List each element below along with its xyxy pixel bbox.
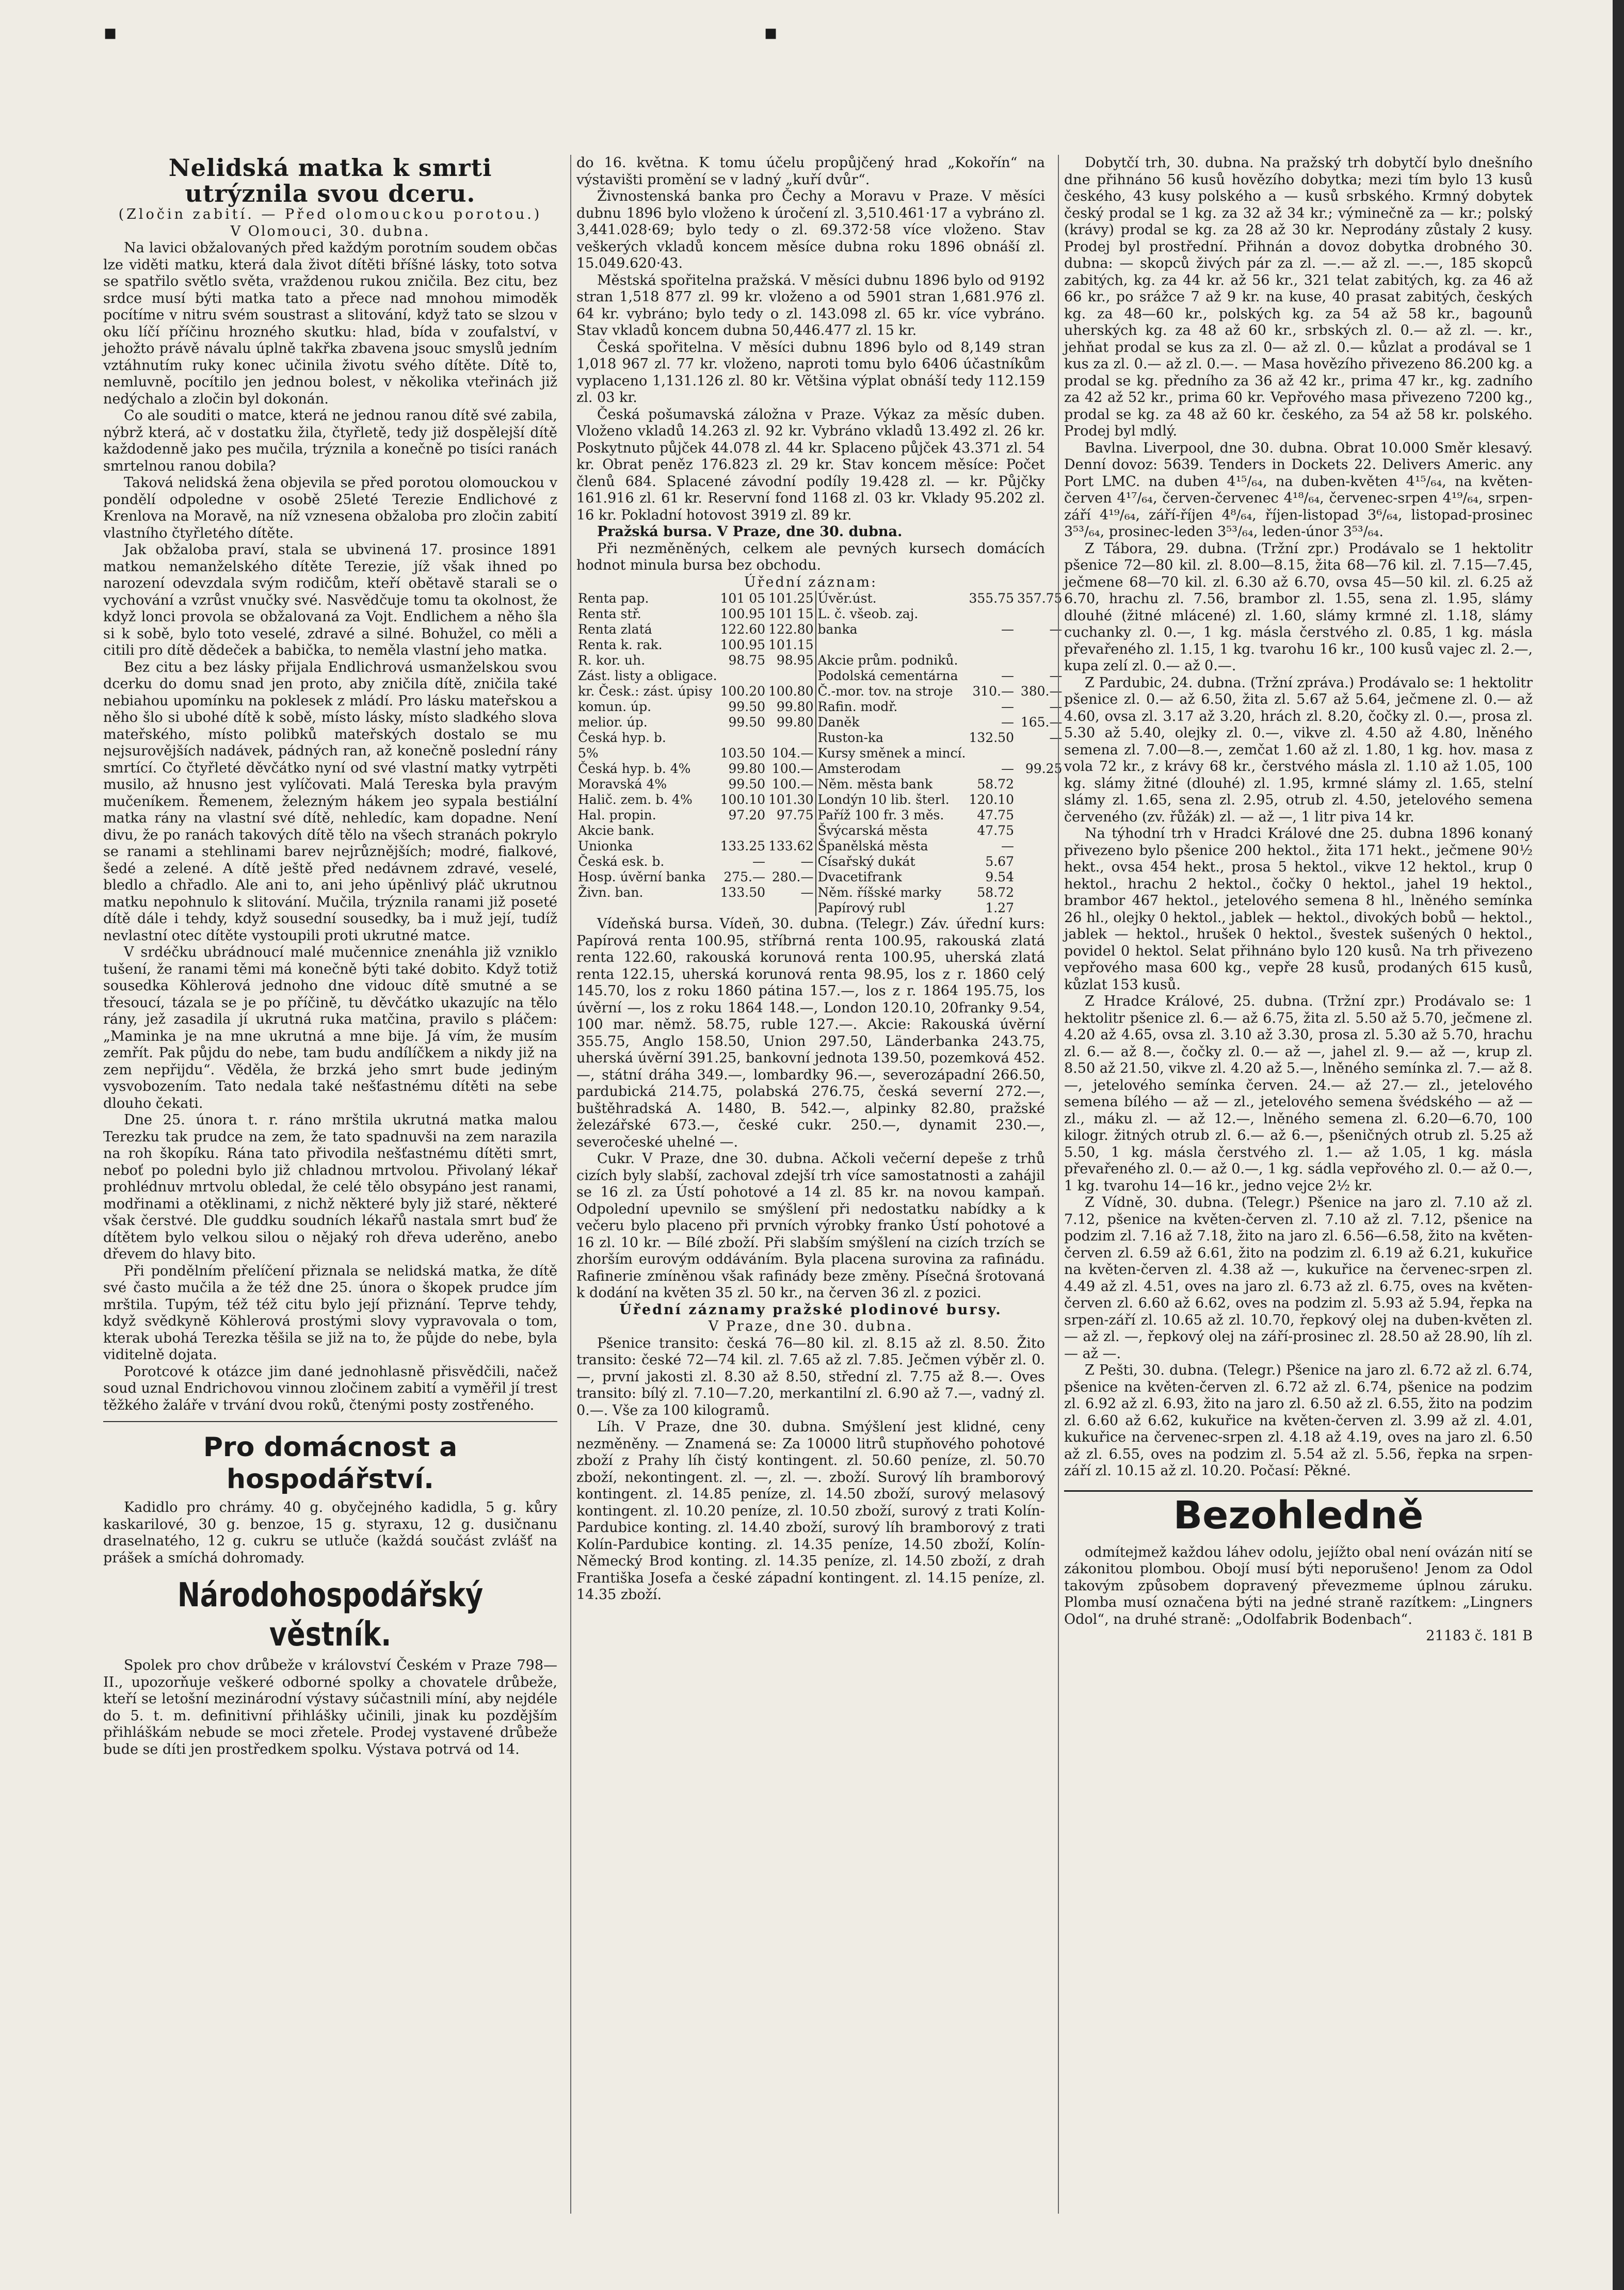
section-title-economy: Národohospodářský věstník. <box>177 1576 484 1654</box>
paragraph: Vídeňská bursa. Vídeň, 30. dubna. (Telegr.) Záv. úřední kurs: Papírová renta 100.95, stříbrná renta 100.95, rakouská zlatá renta 122.60, rakouská korunová renta 100.95, uherská zlatá renta 122.15, uherská korunová renta 98.95, los z r. 1860 celý 145.70, los z roku 1860 pátina 157.—, los z r. 1864 195.75, los úvěrní —, los z roku 1864 148.—, London 120.10, 20franky 9.54, 100 mar. němž. 58.75, ruble 127.—. Akcie: Rakouská úvěrní 355.75, Anglo 158.50, Union 297.50, Länderbanka 243.75, uherská úvěrní 391.25, bankovní jednota 139.50, pozemková 452.—, státní dráha 349.—, lombardky 96.—, severozápadní 266.50, pardubická 214.75, polabská 276.75, česká severní 272.—, buštěhradská A. 1480, B. 542.—, alpinky 82.80, pražské železářské 673.—, české cukr. 250.—, dynamit 230.—, severočeské uhelné —. <box>576 916 1045 1150</box>
bourse-cell: Paříž 100 fr. 3 měs. <box>816 808 968 823</box>
bourse-cell: Podolská cementárna <box>816 668 968 684</box>
paragraph: Při pondělním přelíčení přiznala se nelidská matka, že dítě své často mučila a že též dne 25. února o škopek prudce jím mrštila. Tupým, též též citu bylo její přiznání. Teprve tehdy, když svědkyně Köhlerová prostými slovy vypravovala o tom, kterak ubohá Terezka těšila se již na to, že půjde do nebe, byla viditelně dojata. <box>103 1263 557 1363</box>
article-title: Nelidská matka k smrti utrýznila svou dceru. <box>168 154 492 207</box>
bourse-cell: 357.75 <box>1017 591 1063 606</box>
bourse-heading: Úřední záznam: <box>744 574 878 590</box>
bourse-cell: Česká esk. b. <box>578 854 665 869</box>
bourse-row <box>576 838 1064 854</box>
bourse-cell: Zást. listy a obligace. <box>578 668 717 683</box>
bourse-cell: 100.20 <box>720 684 766 699</box>
bourse-cell: 99.80 <box>776 715 814 730</box>
bourse-cell: R. kor. uh. <box>578 653 646 668</box>
divider <box>103 1421 557 1422</box>
paragraph: V srdéčku ubrádnoucí malé mučennice znenáhla již vzniklo tušení, že ranami těmi má konečně býti také dobito. Když totiž sousedka Köhlerová jednoho dne vidouc dítě smutné a se třesoucí, tázala se je po příčině, tu děvčátko ukazujíc na tělo rány, jež zasadila jí ukrutná ruka matčina, pravilo s pláčem: „Maminka je na mne ukrutná a mne bije. Já vím, že musím zemřít. Pak půjdu do nebe, tam budu andílíčkem a nikdy již na zem nepřijdu“. Věděla, že brzká jeho smrt bude jediným vysvobozením. Tato nedala také nešťastnému dítěti na sebe dlouho čekati. <box>103 944 557 1111</box>
bourse-cell: — <box>1001 715 1014 730</box>
paragraph: Pšenice transito: česká 76—80 kil. zl. 8.15 až zl. 8.50. Žito transito: české 72—74 kil. zl. 7.65 až zl. 7.85. Ječmen výběr zl. 0.—, první jakosti zl. 8.30 až 8.50, střední zl. 7.75 až 8.—. Oves transito: bílý zl. 7.10—7.20, merkantilní zl. 6.90 až 7.—, vadný zl. 0.—. Vše za 100 kilogramů. <box>576 1335 1045 1418</box>
bourse-cell: 58.72 <box>977 777 1014 792</box>
bourse-cell: 101.30 <box>768 792 814 807</box>
paragraph: Co ale souditi o matce, která ne jednou ranou dítě své zabila, nýbrž která, ač v dostatku žila, čtyřletě, tedy již dospělejší dítě každodenně jako pes mučila, trýznila a konečně po tisíci ranách smrtelnou ranou dobila? <box>103 408 557 474</box>
bourse-cell: Něm. říšské marky <box>816 885 968 900</box>
bourse-cell: 101.25 <box>768 591 814 606</box>
bourse-cell: 355.75 <box>969 591 1014 606</box>
bourse-cell: 122.60 <box>720 622 766 637</box>
bourse-cell: — <box>752 854 766 869</box>
paragraph: Taková nelidská žena objevila se před porotou olomouckou v pondělí odpoledne v osobě 25leté Terezie Endlichové z Krenlova na Moravě, na níž vznesena obžaloba pro zločin zabití vlastního čtyřletého dítěte. <box>103 475 557 541</box>
bourse-cell: Něm. města bank <box>816 777 968 792</box>
bourse-cell: 310.— <box>972 684 1014 699</box>
bourse-cell: 99.25 <box>1025 761 1063 776</box>
bourse-cell: Renta stř. <box>578 606 641 621</box>
bourse-cell: 280.— <box>771 869 814 884</box>
bourse-cell: 101 05 <box>720 591 766 606</box>
bourse-cell: 5% <box>578 746 599 761</box>
paragraph: Bavlna. Liverpool, dne 30. dubna. Obrat 10.000 Směr klesavý. Denní dovoz: 5639. Tenders in Dockets 22. Delivers Americ. any Port LMC. na duben 4¹⁵/₆₄, na duben-květen 4¹⁵/₆₄, na květen-červen 4¹⁷/₆₄, červen-červenec 4¹⁸/₆₄, červenec-srpen 4¹⁹/₆₄, srpen-září 4¹⁹/₆₄, září-říjen 4⁸/₆₄, říjen-listopad 3⁶/₆₄, listopad-prosinec 3⁵³/₆₄, prosinec-leden 3⁵³/₆₄, leden-únor 3⁵³/₆₄. <box>1064 440 1533 540</box>
paragraph: Česká pošumavská záložna v Praze. Výkaz za měsíc duben. Vloženo vkladů 14.263 zl. 92 kr. Vybráno vkladů 13.492 zl. 26 kr. Poskytnuto půjček 44.078 zl. 44 kr. Splaceno půjček 43.371 zl. 54 kr. Obrat peněz 176.823 zl. 29 kr. Stav koncem měsíce: Počet členů 684. Splacené závodní podíly 19.428 zl. — kr. Půjčky 161.916 zl. 61 kr. Reservní fond 1168 zl. 03 kr. Vklady 95.202 zl. 16 kr. Pokladní hotovost 3919 zl. 89 kr. <box>576 406 1045 523</box>
bourse-cell: 104.— <box>771 746 814 761</box>
bourse-cell <box>1016 792 1064 808</box>
bourse-cell: 99.80 <box>776 699 814 714</box>
bourse-cell: 5.67 <box>985 854 1014 869</box>
advert-title: Bezohledně <box>1064 1490 1533 1539</box>
bourse-cell: Renta zlatá <box>578 622 652 637</box>
bourse-cell <box>968 653 1016 668</box>
bourse-cell: Česká hyp. b. 4% <box>578 761 691 776</box>
bourse-row <box>576 761 1064 777</box>
bourse-cell <box>1016 637 1064 653</box>
paragraph: do 16. května. K tomu účelu propůjčený hrad „Kokořín“ na výstavišti promění se v ladný „kuří dvůr“. <box>576 155 1045 188</box>
grain-date: V Praze, dne 30. dubna. <box>708 1318 913 1334</box>
bourse-cell <box>719 823 767 838</box>
bourse-cell <box>1016 746 1064 761</box>
bourse-cell <box>1016 653 1064 668</box>
bourse-cell: 101 15 <box>768 606 814 621</box>
bourse-cell: Hosp. úvěrní banka <box>578 869 706 884</box>
bourse-cell: 100.80 <box>768 684 814 699</box>
bourse-cell: Renta pap. <box>578 591 649 606</box>
paragraph: Na týhodní trh v Hradci Králové dne 25. dubna 1896 konaný přivezeno bylo pšenice 200 hektol., žita 171 hekt., ječmene 90½ hekt., ovsa 454 hekt., prosa 5 hektol., vikve 12 hektol., krup 0 hektol., hrachu 2 hektol., čočky 0 hektol., jahel 19 hektol., brambor 467 hektol., jetelového semena 8 hl., lněného semínka 26 hl., olejky 0 hektol., jablek — hektol., divokých bobů — hektol., jablek — hektol., hrušek 0 hektol., švestek sušených 0 hektol., povidel 0 hektol. Selat přihnáno bylo 120 kusů. Na trh přivezeno vepřového masa 600 kg., vepře 28 kusů, prodaných 615 kusů, kůzlat 153 kusů. <box>1064 826 1533 993</box>
bourse-cell: — <box>1001 761 1014 776</box>
bourse-cell: Akcie bank. <box>578 823 655 838</box>
paragraph: Kadidlo pro chrámy. 40 g. obyčejného kadidla, 5 g. kůry kaskarilové, 30 g. benzoe, 15 g. styraxu, 12 g. dusičnanu draselnatého, 12 g. cukru se utluče (každá součást zvlášť na prášek a smíchá dohromady. <box>103 1499 557 1566</box>
bourse-row <box>576 684 1064 699</box>
bourse-row <box>576 792 1064 808</box>
bourse-cell: Rafin. modř. <box>816 699 968 715</box>
bourse-cell: Španělská města <box>816 838 968 854</box>
paragraph: Líh. V Praze, dne 30. dubna. Smýšlení jest klidné, ceny nezměněny. — Znamená se: Za 10000 litrů stupňového pohotové zboží z Prahy líh čistý kontingent. zl. 50.60 peníze, zl. 50.70 zboží, nekontingent. zl. —, zl. —. zboží. Surový líh bramborový kontingent. zl. 14.85 peníze, zl. 14.50 zboží, surový melasový kontingent. zl. 10.20 peníze, zl. 10.50 zboží, surový z trati Kolín-Pardubice konting. zl. 14.40 zboží, surový líh bramborový z trati Kolín-Pardubice konting. zl. 14.35 peníze, 14.50 zboží, Kolín-Německý Brod konting. zl. 14.35 peníze, zl. 14.50 zboží, z drah Františka Josefa a české západní kontingent. zl. 14.15 peníze, zl. 14.35 zboží. <box>576 1419 1045 1603</box>
bourse-cell: — <box>1049 668 1063 683</box>
paragraph: Z Pešti, 30. dubna. (Telegr.) Pšenice na jaro zl. 6.72 až zl. 6.74, pšenice na květen-červen zl. 6.72 až zl. 6.74, pšenice na podzim zl. 6.92 až zl. 6.93, žito na jaro zl. 6.50 až zl. 6.55, žito na podzim zl. 6.60 až 6.62, kukuřice na květen-červen zl. 3.99 až zl. 4.01, kukuřice na červenec-srpen zl. 4.18 až 4.19, oves na jaro zl. 6.50 až zl. 6.55, oves na podzim zl. 5.54 až zl. 5.56, řepka na srpen-září zl. 10.15 až zl. 10.20. Počasí: Pěkné. <box>1064 1362 1533 1479</box>
bourse-cell: 98.75 <box>728 653 766 668</box>
paragraph: Cukr. V Praze, dne 30. dubna. Ačkoli večerní depeše z trhů cizích byly slabší, zachoval zdejší trh více samostatnosti a zahájil se 16 zl. za Ústí pohotové a 14 zl. 85 kr. na novou kampaň. Odpolední upevnilo se smýšlení při nedostatku nabídky a k večeru bylo placeno při prvních výrobky franko Ústí pohotové a 16 zl. 10 kr. — Bílé zboží. Při slabším smýšlení na cizích trzích se zhorším eurovým oddáváním. Byla placena surovina za rafinádu. Rafinerie zmíněnou však rafinády beze změny. Písečná šrotovaná k dodání na květen 35 zl. 50 kr., na červen 36 zl. z pozici. <box>576 1151 1045 1301</box>
bourse-cell: Dvacetifrank <box>816 869 968 885</box>
bourse-cell: Kursy směnek a mincí. <box>816 746 968 761</box>
bourse-cell: komun. úp. <box>578 699 652 714</box>
bourse-cell: banka <box>816 622 968 637</box>
bourse-row <box>576 606 1064 622</box>
bourse-cell: 1.27 <box>985 900 1014 915</box>
bourse-cell: melior. úp. <box>578 715 648 730</box>
bourse-cell: Č.-mor. tov. na stroje <box>816 684 968 699</box>
bourse-cell <box>1016 838 1064 854</box>
bourse-cell <box>816 637 968 653</box>
bourse-cell: Císařský dukát <box>816 854 968 869</box>
paragraph: Živnostenská banka pro Čechy a Moravu v Praze. V měsíci dubnu 1896 bylo vloženo k úročení zl. 3,510.461·17 a vybráno zl. 3,441.028·69; bylo tedy o zl. 69.372·58 více vloženo. Stav veškerých vkladů koncem měsíce dubna roku 1896 obnáší zl. 15.049.620·43. <box>576 188 1045 271</box>
bourse-cell: — <box>800 885 814 900</box>
bourse-cell: 100.95 <box>720 637 766 652</box>
bourse-cell <box>719 900 767 916</box>
bourse-row <box>576 622 1064 637</box>
bourse-cell: 58.72 <box>977 885 1014 900</box>
paragraph: Jak obžaloba praví, stala se ubvinená 17. prosince 1891 matkou nemanželského dítěte Terezie, jíž však ihned po narození odevzdala svým rodičům, kteří obětavě starali se o vychování a vzrůst vnučky své. Nasvědčuje tomu ta okolnost, že když lonci provola se obžalovaná za Vojt. Endlichem a něho šla si k sobě, bylo toto veselé, zdravé a silné. Bohužel, co měli a citili pro dítě dědeček a babička, to neměla vlastní jeho matka. <box>103 542 557 658</box>
bourse-cell: 100.— <box>771 777 814 792</box>
paragraph: Porotcové k otázce jim dané jednohlasně přisvědčili, načež soud uznal Endrichovou vinnou zločinem zabití a vyměřil jí trest těžkého žaláře v trvání dvou roků, čtenými posty zostřeného. <box>103 1363 557 1413</box>
bourse-row <box>576 854 1064 869</box>
bourse-cell: 97.75 <box>776 808 814 823</box>
bourse-cell <box>1016 885 1064 900</box>
bourse-cell <box>1016 777 1064 792</box>
bourse-cell <box>767 823 815 838</box>
paragraph: Česká spořitelna. V měsíci dubnu 1896 bylo od 8,149 stran 1,018 967 zl. 77 kr. vloženo, naproti tomu bylo 6406 účastníkům vyplaceno 1,131.126 zl. 80 kr. Většina výplat obnáší tedy 112.159 zl. 03 kr. <box>576 339 1045 406</box>
paragraph: Dne 25. února t. r. ráno mrštila ukrutná matka malou Terezku tak prudce na zem, že tato spadnuvši na zem narazila na roh škopíku. Rána tato přivodila nešťastnému dítěti smrt, neboť po poledni bylo již chladnou mrtvolou. Přivolaný lékař prohlédnuv mrtvolu obledal, že celé tělo obsypáno jest ranami, modřinami a otěklinami, z nichž některé byly již staré, některé však čerstvé. Dle guddku soudních lékařů nastala smrt buď že dítětem bylo velkou silou o nějaký roh dřeva uderěno, anebo dřevem do hlavy bito. <box>103 1112 557 1262</box>
bourse-cell: — <box>1001 622 1014 637</box>
bourse-row <box>576 637 1064 653</box>
bourse-row <box>576 900 1064 916</box>
bourse-cell: 103.50 <box>720 746 766 761</box>
bourse-cell: Unionka <box>578 838 633 853</box>
paragraph: Na lavici obžalovaných před každým porotním soudem občas lze viděti matku, která dala život dítěti bříšné lásky, toto sotva se spatřilo světlo světa, vraždenou rukou zničila. Bez citu, bez srdce musí býti matka tato a přece nad mnohou mimoděk pocítíme v nitru svém soustrast a slitování, když tato se slzou v oku líčí příčinu hrozného skutku: hlad, bída v zoufalství, v jehožto právě návalu úplně takřka zbavena jsouc smyslů jedním vztáhnutím ruky konec učinila životu svého dítěte. Dítě to, nemluvně, pocítilo jen jednou bolest, v několika vteřinách již nedýchalo a zločin byl dokonán. <box>103 240 557 407</box>
bourse-cell: 380.— <box>1020 684 1063 699</box>
bourse-title: Pražská bursa. V Praze, dne 30. dubna. <box>597 524 903 540</box>
bourse-cell: 100.10 <box>720 792 766 807</box>
bourse-cell <box>1016 606 1064 622</box>
bourse-cell: Živn. ban. <box>578 885 644 900</box>
bourse-cell: 133.62 <box>768 838 814 853</box>
bourse-cell <box>719 668 767 684</box>
bourse-cell: 47.75 <box>977 808 1014 823</box>
bourse-cell: 133.25 <box>720 838 766 853</box>
bourse-row <box>576 777 1064 792</box>
bourse-cell <box>1016 823 1064 838</box>
column-3 <box>1058 155 1533 2214</box>
bourse-cell: Amsterodam <box>816 761 968 777</box>
bourse-cell: 98.95 <box>776 653 814 668</box>
bourse-cell <box>767 668 815 684</box>
bourse-cell <box>1016 854 1064 869</box>
paragraph: Z Tábora, 29. dubna. (Tržní zpr.) Prodávalo se 1 hektolitr pšenice 72—80 kil. zl. 8.00—8.15, žita 68—76 kil. zl. 7.15—7.45, ječmene 68—70 kil. zl. 6.30 až 6.70, ovsa 45—50 kil. zl. 6.25 až 6.70, hrachu zl. 7.56, brambor zl. 1.55, sena zl. 1.95, slámy dlouhé (žitné mlácené) zl. 1.60, slámy krmné zl. 1.18, slámy cuchanky zl. 0.—, 1 kg. másla čerstvého zl. 0.85, 1 kg. másla převařeného zl. 1.15, 1 kg. tvarohu 16 kr., 100 kusů vajec zl. 2.—, kupa zelí zl. 0.— až 0.—. <box>1064 540 1533 674</box>
bourse-cell: Papírový rubl <box>816 900 968 916</box>
bourse-cell: Londýn 10 lib. šterl. <box>816 792 968 808</box>
grain-title: Úřední záznamy pražské plodinové bursy. <box>619 1301 1002 1318</box>
bourse-cell: Ruston-ka <box>816 730 968 746</box>
bourse-cell <box>719 730 767 746</box>
bourse-cell: 47.75 <box>977 823 1014 838</box>
bourse-cell: 99.50 <box>728 777 766 792</box>
bourse-cell <box>1016 900 1064 916</box>
paragraph: Spolek pro chov drůbeže v království Českém v Praze 798—II., upozorňuje veškeré odborné spolky a chovatele drůbeže, kteří se letošní mezinárodní výstavy súčastnili míní, aby nejdéle do 5. t. m. definitivní přihlášky učinili, jinak ku pozdějším přihláškám nebude se moci zřetele. Prodej vystavené drůbeže bude se díti jen prostředkem spolku. Výstava potrvá od 14. <box>103 1657 557 1757</box>
bourse-cell: 120.10 <box>969 792 1014 807</box>
bourse-cell: 97.20 <box>728 808 766 823</box>
bourse-cell: 122.80 <box>768 622 814 637</box>
bourse-row <box>576 591 1064 606</box>
bourse-cell: 99.50 <box>728 715 766 730</box>
bourse-row <box>576 730 1064 746</box>
bourse-cell: Česká hyp. b. <box>578 730 666 745</box>
bourse-cell <box>767 900 815 916</box>
bourse-table <box>576 591 1064 916</box>
bourse-cell: Halič. zem. b. 4% <box>578 792 693 807</box>
paragraph: Městská spořitelna pražská. V měsíci dubnu 1896 bylo od 9192 stran 1,518 877 zl. 99 kr. vloženo a od 5901 stran 1,681.976 zl. 64 kr. vybráno; bylo tedy o zl. 143.098 zl. 65 kr. více vybráno. Stav vkladů koncem dubna 50,446.477 zl. 15 kr. <box>576 272 1045 338</box>
bourse-cell: 100.95 <box>720 606 766 621</box>
section-title-household: Pro domácnost a hospodářství. <box>203 1432 458 1495</box>
paragraph: Z Vídně, 30. dubna. (Telegr.) Pšenice na jaro zl. 7.10 až zl. 7.12, pšenice na květen-červen zl. 7.10 až zl. 7.12, pšenice na podzim zl. 7.16 až 7.18, žito na jaro zl. 6.56—6.58, žito na květen-červen zl. 6.59 až 6.61, žito na podzim zl. 6.19 až 6.21, kukuřice na květen-červen zl. 4.38 až —, kukuřice na červenec-srpen zl. 4.49 až zl. 4.51, oves na jaro zl. 6.73 až zl. 6.75, oves na květen-červen zl. 6.60 až 6.62, oves na podzim zl. 5.93 až 5.94, řepka na srpen-září zl. 10.65 až zl. 10.70, řepkový olej na duben-květen zl. — až zl. —, řepkový olej na září-prosinec zl. 28.50 až 28.90, líh zl. — až —. <box>1064 1195 1533 1362</box>
column-1 <box>103 155 557 2214</box>
paragraph: Při nezměněných, celkem ale pevných kursech domácích hodnot minula bursa bez obchodu. <box>576 540 1045 573</box>
bourse-row <box>576 715 1064 730</box>
dateline: V Olomouci, 30. dubna. <box>230 223 430 239</box>
bourse-cell: L. č. všeob. zaj. <box>816 606 968 622</box>
bourse-row <box>576 823 1064 838</box>
bourse-cell: 99.50 <box>728 699 766 714</box>
bourse-cell <box>767 730 815 746</box>
paragraph: Z Pardubic, 24. dubna. (Tržní zpráva.) Prodávalo se: 1 hektolitr pšenice zl. 0.— až 6.50, žita zl. 5.67 až 5.64, ječmene zl. 0.— až 4.60, ovsa zl. 3.17 až 3.20, hrách zl. 8.20, čočky zl. 0.—, prosa zl. 5.30 až 5.40, olejky zl. 0.—, vikve zl. 4.50 až 4.80, lněného semena zl. 7.00—8.—, zemčat 1.60 až zl. 1.80, 1 kg. hov. masa z vola 72 kr., z krávy 68 kr., čerstvého másla zl. 1.10 až 1.05, 100 kg. slámy žitné (dlouhé) zl. 1.95, krmné slámy zl. 1.65, stelní slámy zl. 1.65, sena zl. 2.95, otrub zl. 4.50, jetelového semena červeného (zv. řůžák) zl. — až —, 1 litr piva 14 kr. <box>1064 674 1533 825</box>
bourse-cell: — <box>1049 730 1063 745</box>
paragraph: Dobytčí trh, 30. dubna. Na pražský trh dobytčí bylo dnešního dne přihnáno 56 kusů hovězího dobytka; mezi tím bylo 13 kusů českého, 43 kusy polského a — kusů srbského. Krmný dobytek český prodal se 1 kg. za 32 až 34 kr.; výminečně za — kr.; polský (krávy) prodal se kg. za 28 až 30 kr. Neprodány zůstaly 2 kusy. Prodej byl prostřední. Přihnán a dovoz dobytka drobného 30. dubna: — skopců živých pár za zl. —.— až zl. —.—, 185 skopců zabitých, kg. za 44 kr. až 56 kr., 321 telat zabitých, kg. za 46 až 66 kr., po srážce 7 až 9 kr. na kuse, 40 prasat zabitých, českých kg. za 48—60 kr., polských kg. za 54 až 58 kr., bagounů uherských kg. za 48 až 60 kr., srbských zl. 0.— až zl. —. kr., jehňat prodal se kus za zl. 0— až zl. 0.— kůzlat a prodával se 1 kus za zl. 0.— až zl. 0.—. — Masa hovězího přivezeno 86.200 kg. a prodal se kg. předního za 36 až 42 kr., prima 47 kr., kg. zadního za 42 až 52 kr., prima 60 kr. Vepřového masa přivezeno 7200 kg., prodal se kg. za 48 až 60 kr. českého, za 54 až 58 kr. polského. Prodej byl mdlý. <box>1064 155 1533 439</box>
advert-text: odmítejmež každou láhev odolu, jejížto obal není ovázán nití se zákonitou plombou. Obojí musí býti neporušeno! Jenom za Odol takovým způsobem dopravený převezmeme úplnou záruku. Plomba musí označena býti na jedné straně razítkem: „Lingners Odol“, na druhé straně: „Odolfabrik Bodenbach“. <box>1064 1544 1533 1627</box>
bourse-row <box>576 808 1064 823</box>
bourse-row <box>576 699 1064 715</box>
advert-code: 21183 č. 181 B <box>1426 1628 1533 1644</box>
bourse-cell <box>968 637 1016 653</box>
bourse-row <box>576 668 1064 684</box>
paragraph: Bez citu a bez lásky přijala Endlichrová usmanželskou svou dcerku do domu snad jen proto, aby zničila dítě, zničila také nebiahou upomínku na poklesek z mládí. Pro lásku mateřskou a něho šlo si ubohé dítě k sobě, místo lásky, místo sladkého slova mateřského, místo polibků mateřských dostalo se mu nejsurovějších nadávek, pádných ran, až konečně poslední rány smrtící. Co čtyřleté děvčátko nyní od své vlastní matky vytrpěti musilo, až hnusno jest vylíčovati. Malá Tereska byla pravým mučeníkem. Řemenem, železným hákem jeo sypala bestiální matka rány na vlastní své dítě, nehledíc, kam dopadne. Není divu, že po ranách takových dítě tělo na všech stranách pokrylo se ranami a stehlinami barev nejrůznějších; modré, fialkové, šedé a zelené. A dítě ještě před nedávnem zdravé, veselé, bledlo a chřadlo. Ale ani to, ani jeho úpěnlivý pláč ukrutnou matku nepohnulo k slitování. Mučila, trýznila ranami již poseté dítě dále i tehdy, když sousední sousedky, ba i muž její, tudíž nevlastní otec dítěte vystoupili proti ukrutné matce. <box>103 659 557 944</box>
bourse-cell: — <box>1049 699 1063 714</box>
bourse-cell <box>1016 869 1064 885</box>
bourse-cell: Úvěr.úst. <box>816 591 968 606</box>
column-2 <box>570 155 1063 2214</box>
article-subtitle: (Zločin zabití. — Před olomouckou porotou.) <box>118 206 542 222</box>
bourse-cell: 133.50 <box>720 885 766 900</box>
bourse-cell: — <box>1001 699 1014 714</box>
bourse-cell: — <box>1001 838 1014 853</box>
bourse-cell: 165.— <box>1020 715 1063 730</box>
bourse-cell: Moravská 4% <box>578 777 667 792</box>
bourse-cell: 132.50 <box>969 730 1014 745</box>
bourse-cell: 9.54 <box>985 869 1014 884</box>
bourse-row <box>576 746 1064 761</box>
bourse-cell: 101.15 <box>768 637 814 652</box>
page-edge <box>1613 0 1624 2290</box>
bourse-row <box>576 885 1064 900</box>
bourse-cell: — <box>1049 622 1063 637</box>
bourse-cell: 99.80 <box>728 761 766 776</box>
bourse-cell: 275.— <box>723 869 766 884</box>
bourse-cell <box>968 606 1016 622</box>
bourse-row <box>576 653 1064 668</box>
bourse-cell: Hal. propin. <box>578 808 656 823</box>
bourse-cell: Akcie prům. podniků. <box>816 653 968 668</box>
paragraph: Z Hradce Králové, 25. dubna. (Tržní zpr.) Prodávalo se: 1 hektolitr pšenice zl. 6.— až 6.75, žita zl. 5.50 až 5.70, ječmene zl. 4.20 až 4.65, ovsa zl. 3.10 až 3.30, prosa zl. 5.30 až 5.70, hrachu zl. 6.— až 8.—, čočky zl. 0.— až —, jahel zl. 9.— až —, krup zl. 8.50 až 21.50, vikve zl. 4.20 až 5.—, lněného semínka zl. 7.— až 8.—, jetelového semínka červen. 24.— až 27.— zl., jetelového semena bílého — až — zl., jetelového semena švédského — až — zl., máku zl. — až 12.—, lněného semena zl. 6.20—6.70, 100 kilogr. žitných otrub zl. 6.— až 6.—, pšeničných otrub zl. 5.25 až 5.50, 1 kg. másla čerstvého zl. 1.— až 1.05, 1 kg. másla převařeného zl. 0.— až 0.—, 1 kg. sádla vepřového zl. 0.— až 0.—, 1 kg. tvarohu 14—16 kr., jedno vejce 2½ kr. <box>1064 993 1533 1194</box>
bourse-cell <box>1016 808 1064 823</box>
bourse-cell: Švýcarská města <box>816 823 968 838</box>
bourse-cell: 100.— <box>771 761 814 776</box>
bourse-row <box>576 869 1064 885</box>
bourse-cell: — <box>1001 668 1014 683</box>
bourse-cell: Daněk <box>816 715 968 730</box>
bourse-cell <box>576 900 719 916</box>
bourse-cell <box>968 746 1016 761</box>
newspaper-page <box>103 155 1533 2214</box>
bourse-cell: — <box>800 854 814 869</box>
bourse-cell: kr. Česk.: zást. úpisy <box>578 684 713 699</box>
bourse-cell: Renta k. rak. <box>578 637 663 652</box>
